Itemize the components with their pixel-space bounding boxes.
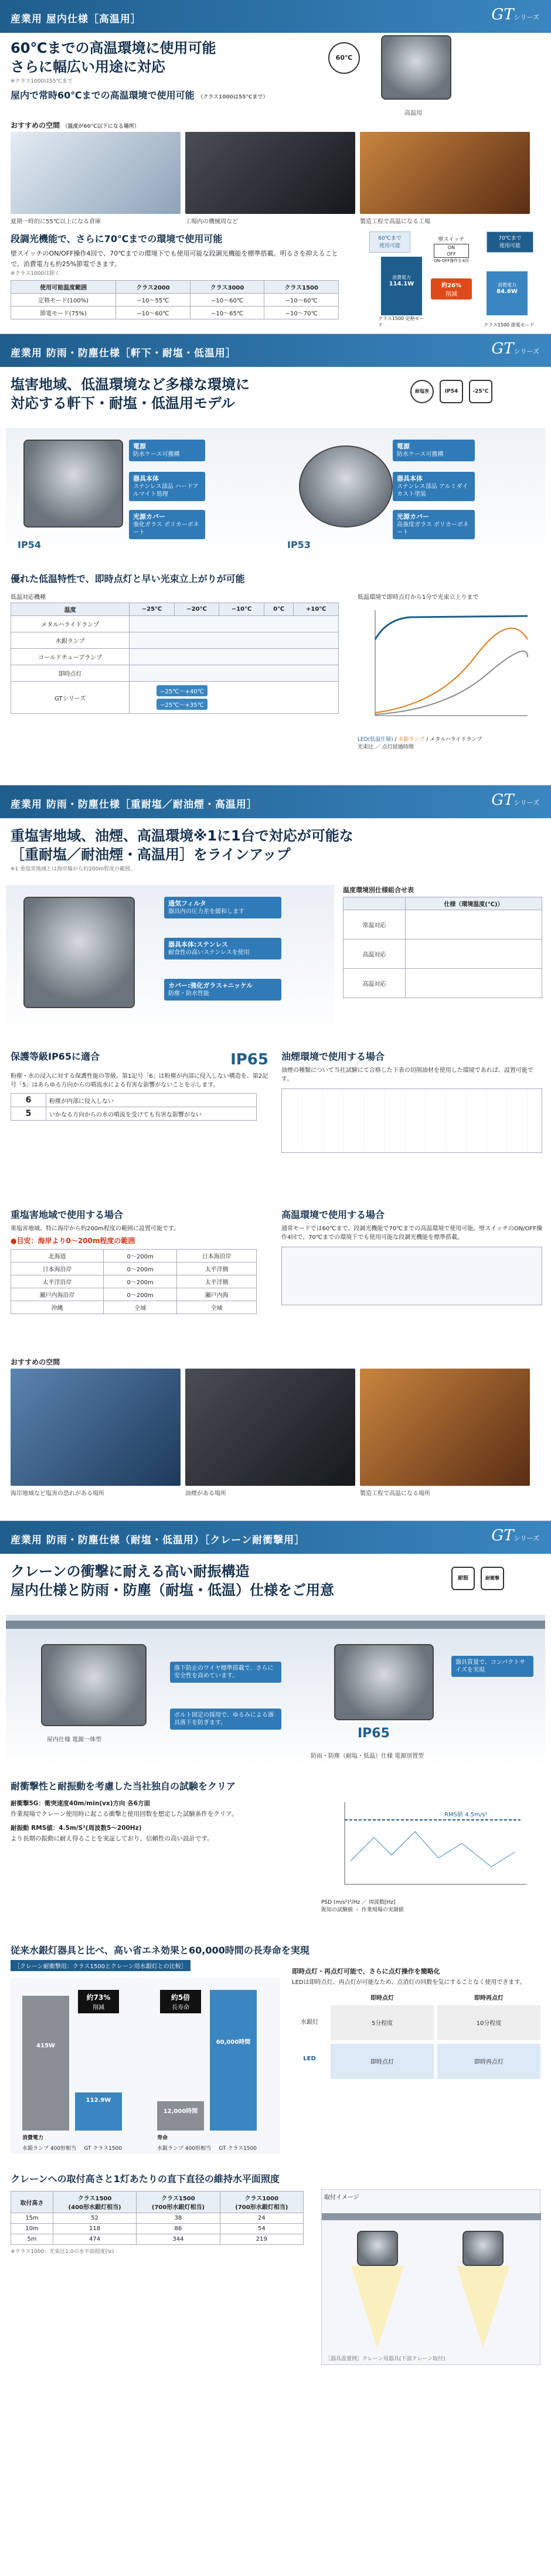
headline-line2: ［重耐塩／耐油煙・高温用］をラインアップ xyxy=(11,846,291,863)
bar-gt-life: 60,000時間 xyxy=(210,1990,257,2131)
feature-icons xyxy=(410,380,492,403)
dim-body: 壁スイッチのON/OFF操作4回で、70℃までの環境下でも使用可能な段調光機能を標準搭載。明るさを抑えることで、消費電力も約25%節電できます。 xyxy=(11,250,338,268)
wall-switch-icon: 壁スイッチ ON OFF ON-OFF操作を4回 xyxy=(434,237,469,263)
section-heavy-salt-oil xyxy=(0,785,551,1521)
headline xyxy=(11,375,397,413)
callout: 通気フィルタ 器具内の圧力差を緩和します xyxy=(164,897,281,918)
dim-title: 段調光機能で、さらに70℃までの環境で使用可能 xyxy=(11,233,223,244)
crane-install-figure: 取付イメージ ［器具設置例］クレーン用器具(下部クレーン取付) xyxy=(321,2189,540,2365)
saving-badge: 約26% 削減 xyxy=(431,278,472,300)
headline xyxy=(11,826,526,872)
series-led-line xyxy=(375,616,528,639)
salt-highlight: ●目安：海岸より0〜200m程度の範囲 xyxy=(11,1237,135,1245)
lamp-caption: 防雨・防塵（耐塩・低温）仕様 電源別置型 xyxy=(311,1753,424,1760)
product-diagram xyxy=(6,428,545,563)
consume-bar-rated: 消費電力 114.1W xyxy=(381,257,422,315)
low-temp-table: 温度 −25℃ −20℃ −10℃ 0℃ +10℃ メタルハライドランプ 水銀ランプ コールドチューブランプ 即時点灯 GTシリーズ −25℃〜+40℃ −25℃〜+35℃ xyxy=(11,603,339,714)
headline xyxy=(11,39,315,84)
callout: 電源 防水ケース可搬構 xyxy=(129,440,205,461)
bar-mercury-life: 12,000時間 xyxy=(157,2101,204,2131)
life-block xyxy=(11,1943,540,2152)
photo-row xyxy=(11,1369,530,1497)
impact-icon: 耐衝撃 xyxy=(481,1567,504,1590)
section-high-temp xyxy=(0,0,551,334)
headline xyxy=(11,1562,397,1600)
life-bar-chart: 415W 112.9W 12,000時間 60,000時間 約73% 削減 約5倍 長寿命 水銀ランプ 400形相当 GT クラス1500 水銀ランプ 400形相当 GT クラス1500 消費電力 寿命 xyxy=(11,1978,280,2154)
headline-note: ※クラス1000は55℃まで xyxy=(11,78,73,84)
temp-range-table: 使用可能温度範囲 クラス2000 クラス3000 クラス1500 定格モード(100%) −10〜55℃ −10〜60℃ −10〜60℃ 節電モード(75%) −10〜60℃ −10〜65℃ −10〜70℃ xyxy=(11,280,339,319)
ip65-block xyxy=(11,1049,268,1121)
steel-plant-photo xyxy=(360,132,530,214)
bar-labels: 水銀ランプ 400形相当 GT クラス1500 xyxy=(157,2146,257,2152)
callout: 落下防止のワイヤ標準搭載で、さらに安全性を高めています。 xyxy=(170,1662,281,1683)
graph-legend: LED(低温仕様) / 水銀ランプ / メタルハライドランプ xyxy=(358,737,482,743)
crane-title: クレーンへの取付高さと1灯あたりの直下直径の維持水平面照度 xyxy=(11,2173,280,2184)
temperature-badge-icon: 60℃ xyxy=(328,42,360,74)
photo-caption: 製造工程で高温になる場所 xyxy=(360,1491,430,1497)
salt-table: 北海道 0〜200m 日本海沿岸 日本海沿岸 0〜200m 太平洋側 太平洋沿岸 0〜200m 太平洋側 瀬戸内海沿岸 0〜200m 瀬戸内海 沖縄 全域 全域 xyxy=(11,1249,257,1314)
callout: 電源 防水ケース可搬構 xyxy=(393,440,475,461)
callout: 器具本体 ステンレス部品 アルミダイカスト塗装 xyxy=(393,472,475,501)
salt-damage-icon: 耐塩害 xyxy=(410,380,434,403)
headline-line1: クレーンの衝撃に耐える高い耐振構造 xyxy=(11,1563,250,1580)
vibration-icon: 耐振 xyxy=(451,1567,475,1590)
headline-line2: さらに幅広い用途に対応 xyxy=(11,59,165,76)
photo-caption: 油煙がある場所 xyxy=(185,1491,226,1497)
ip-label-right: IP53 xyxy=(287,539,311,550)
headline-line1: 塩害地域、低温環境など多様な環境に xyxy=(11,376,250,393)
vibration-graph: RMS値 4.5m/s² PSD (m/s²)²/Hz ／ 周波数[Hz] 既知の試験値 ・ 作業現場の実測値 xyxy=(321,1796,538,1920)
lamp-caption: 屋内仕様 電源一体型 xyxy=(47,1737,102,1743)
high-temp-lamp-image xyxy=(381,35,451,100)
headline-line2: 屋内仕様と防雨・防塵（耐塩・低温）仕様をご用意 xyxy=(11,1582,334,1599)
heavy-salt-lamp-image xyxy=(23,897,135,1008)
psd-graph-svg xyxy=(321,1796,532,1896)
salt-title: 重塩害地域で使用する場合 xyxy=(11,1209,124,1220)
lamp-caption: 高温用 xyxy=(404,110,422,117)
dim-note: ※クラス1000は除く xyxy=(11,271,60,277)
bar-label: クラス1500 節電モード xyxy=(484,322,535,328)
ip54-icon: IP54 xyxy=(440,380,463,403)
bar-label: クラス1500 定格モード xyxy=(378,316,424,328)
crane-lamp-outdoor-image xyxy=(334,1644,434,1720)
section-eave-salt-lowtemp xyxy=(0,334,551,785)
hot-temp-table xyxy=(281,1247,542,1305)
env-combo-table: 温度環境別仕様組合せ表 仕様（環境温度(℃)） 常温対応 高温対応 高温対応 xyxy=(343,885,542,998)
hot-title: 高温環境で使用する場合 xyxy=(281,1209,385,1220)
section-crane xyxy=(0,1521,551,2576)
headline-line2: 対応する軒下・耐塩・低温用モデル xyxy=(11,395,235,412)
hot-body: 通常モードでは60℃まで、段調光機能で70℃までの高温環境で使用可能。壁スイッチのON/OFF操作4回で、70℃までの環境下でも使用可能な段調光機能を標準搭載。 xyxy=(281,1226,543,1241)
callout: ボルト固定の採用で、ゆるみによる器具落下を防ぎます。 xyxy=(170,1709,281,1730)
consume-bar-saving: 消費電力 84.6W xyxy=(487,271,528,315)
feature-icons xyxy=(451,1567,504,1590)
highbay-lamp-image xyxy=(299,445,393,528)
crane-note: ※クラス1000：光束比1.0の水平面照度(lx) xyxy=(11,2249,114,2255)
instant-on-block: 即時点灯・再点灯可能で、さらに点灯操作を簡略化 LEDは即時点灯、再点灯が可能なため、点消灯の回数を気にすることなく使用できます。 即時点灯 即時再点灯 水銀灯 5分程度 10分程度 LED 即時点灯 即時再点灯 xyxy=(292,1966,540,2079)
factory-photo xyxy=(185,132,355,214)
band-title: 産業用 防雨・防塵仕様（耐塩・低温用）［クレーン耐衝撃用］ xyxy=(11,1534,305,1546)
life-subtitle: ［クレーン耐衝撃用：クラス1500とクレーン用水銀灯との比較］ xyxy=(11,1960,191,1971)
series-metal-halide-line xyxy=(375,651,528,714)
callout: カバー:強化ガラス+ニッケル 防塵・防水性能 xyxy=(164,979,281,1001)
dim-block xyxy=(11,232,351,319)
field-series-line xyxy=(351,1832,515,1867)
ip-label-left: IP54 xyxy=(18,539,41,550)
warehouse-photo xyxy=(11,132,181,214)
test-block: 耐衝撃性と耐振動を考慮した当社独自の試験をクリア 耐衝撃5G：衝突速度40m/min(vx)方向 各6方面 作業現場でクレーン使用時に起こる衝撃と使用回数を想定した試験条件をクリア。 耐振動 RMS値：4.5m/S²(周波数5〜200Hz) より長期の振動に耐え得ることを実証しており、信頼性の高い設計です。 RMS値 4.5m/s² PSD (m/s²)²/Hz ／ 周波数[Hz] 既知の試験値 ・ 作業現場の実測値 xyxy=(11,1779,540,1792)
headline-line1: 重塩害地域、油煙、高温環境※1に1台で対応が可能な xyxy=(11,828,353,844)
life-title: 従来水銀灯器具と比べ、高い省エネ効果と60,000時間の長寿命を実現 xyxy=(11,1945,309,1956)
test-title: 耐衝撃性と耐振動を考慮した当社独自の試験をクリア xyxy=(11,1781,236,1792)
crane-rail xyxy=(6,1621,545,1629)
crane-lamp-indoor-image xyxy=(41,1644,147,1726)
crane-product-diagram xyxy=(6,1615,545,1767)
oil-mist-photo xyxy=(185,1369,355,1486)
oil-body: 油煙の種類について当社試験にて合格した下表の切削油材を使用した環境であれば、設置可能です。 xyxy=(281,1067,533,1083)
headline-line1: 60℃までの高温環境に使用可能 xyxy=(11,40,216,56)
callout: 光源カバー 高強度ガラス ポリカーボネート xyxy=(393,510,475,539)
hot-factory-photo xyxy=(360,1369,530,1486)
section-band xyxy=(0,1521,551,1554)
hot-block xyxy=(281,1207,542,1305)
gt-series-logo: GTシリーズ xyxy=(491,340,539,358)
headline-note: ※1 重塩害地域とは海岸線から約200m程度の範囲。 xyxy=(11,866,136,872)
section-band xyxy=(0,0,551,33)
oil-title: 油煙環境で使用する場合 xyxy=(281,1051,385,1062)
product-diagram xyxy=(6,885,334,1037)
series-mercury-line xyxy=(375,628,528,713)
dimming-diagram: 60℃まで 使用可能 70℃まで 使用可能 壁スイッチ ON OFF ON-OFF操作を4回 消費電力 114.1W 消費電力 84.6W 約26% 削減 クラス1500 定格モード クラス1500 節電モード xyxy=(363,232,539,328)
crane-illuminance-table: 取付高さ クラス1500 (400形水銀灯相当) クラス1500 (700形水銀灯相当) クラス1000 (700形水銀灯相当) 15m 52 38 24 10m 118 86 54 5m 474 344 219 xyxy=(11,2191,304,2245)
bar-gt-power: 112.9W xyxy=(75,2092,122,2131)
photo-row xyxy=(11,132,530,225)
harbor-photo xyxy=(11,1369,181,1486)
subheadline: 屋内で常時60℃までの高温環境で使用可能 （クラス1000は55℃まで） xyxy=(11,90,268,101)
eave-lamp-image xyxy=(23,440,123,528)
gt-series-logo: GTシリーズ xyxy=(491,791,539,809)
use-title: おすすめの空間 （温度が60℃以下になる場所） xyxy=(11,121,140,130)
photo-caption: 海岸地域など塩害の恐れがある場所 xyxy=(11,1491,104,1497)
bar-labels: 水銀ランプ 400形相当 GT クラス1500 xyxy=(22,2146,122,2152)
callout: 器具本体 ステンレス部品 ハードアルマイト処理 xyxy=(129,472,205,501)
oil-compat-table xyxy=(281,1088,542,1153)
crane-height-block xyxy=(11,2172,540,2362)
saving-badge: 約73% 削減 xyxy=(78,1990,119,2013)
callout: 器具質量で、コンパクトサイズを実現 xyxy=(451,1656,533,1677)
gt-series-logo: GTシリーズ xyxy=(491,6,539,23)
lifespan-badge: 約5倍 長寿命 xyxy=(160,1990,201,2013)
band-title: 産業用 防雨・防塵仕様［重耐塩／耐油煙・高温用］ xyxy=(11,799,257,811)
photo-caption: 夏期一時的に55℃以上になる倉庫 xyxy=(11,219,101,225)
oil-block xyxy=(281,1049,542,1153)
section-band xyxy=(0,785,551,818)
warmup-graph-svg xyxy=(358,604,533,733)
callout: 光源カバー 強化ガラス ポリカーボネート xyxy=(129,510,205,539)
temp-title: 優れた低温特性で、即時点灯と早い光束立上がりが可能 xyxy=(11,573,245,584)
gt-series-logo: GTシリーズ xyxy=(491,1527,539,1544)
ip-table: 6 粉塵が内部に侵入しない 5 いかなる方向からの水の噴流を受けても有害な影響がない xyxy=(11,1093,257,1121)
temp-table-title: 低温対応機種 xyxy=(11,594,46,601)
ip65-title: 保護等級IP65に適合 xyxy=(11,1051,100,1062)
photo-caption: 製造工程で高温になる工場 xyxy=(360,219,430,225)
warmup-graph: 低温環境で即時点灯から1分で光束立上りまで LED(低温仕様) / 水銀ランプ / メタルハライドランプ 光束比 ／ 点灯経過時間 xyxy=(358,592,539,768)
ip65-large-label: IP65 xyxy=(230,1051,268,1068)
photo-caption: 工場内の機械周など xyxy=(185,219,238,225)
bar-mercury-power: 415W xyxy=(22,1996,69,2131)
band-title: 産業用 防雨・防塵仕様［軒下・耐塩・低温用］ xyxy=(11,348,236,359)
salt-block xyxy=(11,1207,268,1314)
space-title: おすすめの空間 xyxy=(11,1358,60,1366)
graph-axis-labels: 光束比 ／ 点灯経過時間 xyxy=(358,744,414,750)
salt-body: 重塩害地域、特に海岸から約200m程度の範囲に設置可能です。 xyxy=(11,1226,180,1232)
band-title: 産業用 屋内仕様［高温用］ xyxy=(11,13,141,25)
ip65-body: 粉塵・水の浸入に対する保護性能の等級。第1記号「6」は粉塵が内部に侵入しない構造を、第2記号「5」はあらゆる方向からの噴流水による有害な影響がないことを示します。 xyxy=(11,1073,268,1088)
ip65-label: IP65 xyxy=(358,1726,390,1741)
callout: 器具本体:ステンレス 耐食性の高いステンレスを使用 xyxy=(164,938,281,959)
section-band xyxy=(0,334,551,367)
low-temp-icon: -25℃ xyxy=(469,380,492,403)
